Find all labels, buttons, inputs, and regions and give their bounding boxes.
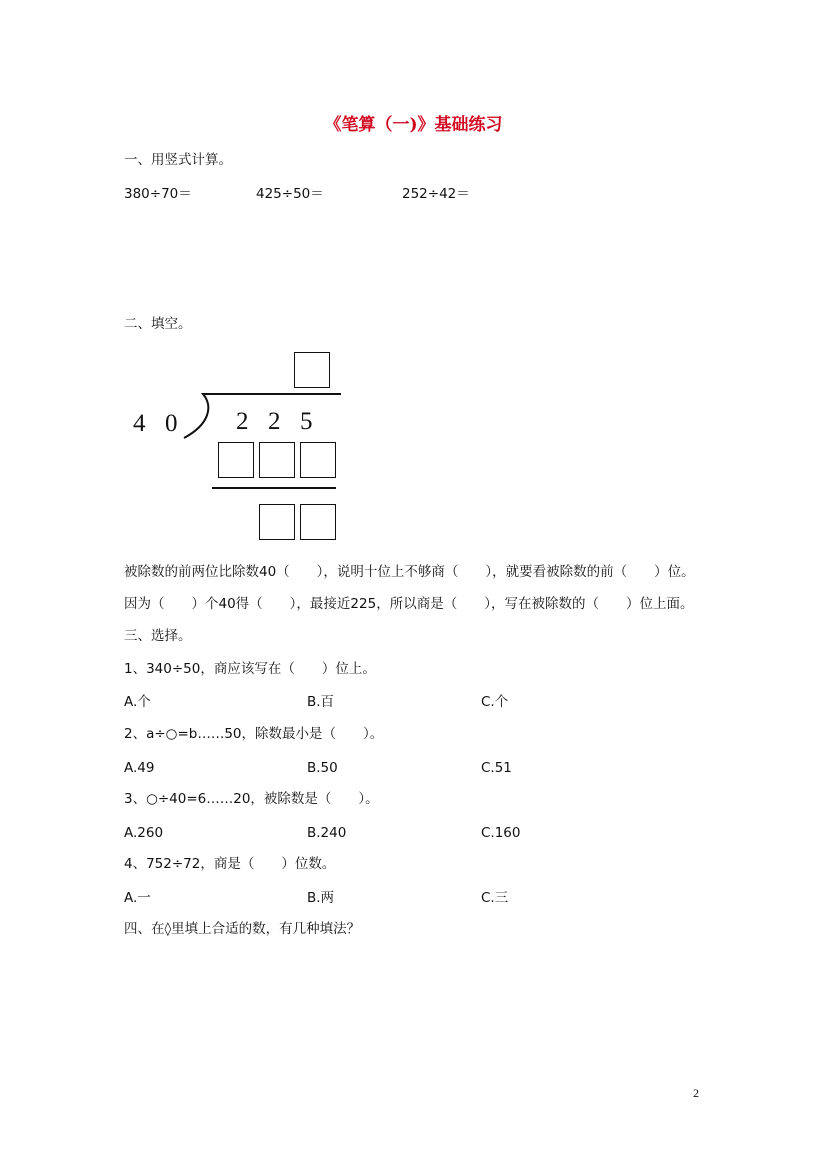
section1-heading: 一、用竖式计算。 (124, 152, 232, 168)
option-c[interactable]: C.三 (481, 890, 509, 906)
option-b[interactable]: B.50 (307, 760, 338, 776)
dividend-digit: 2 (236, 408, 249, 435)
question-stem: 2、a÷○=b……50，除数最小是（ ）。 (124, 726, 384, 742)
remainder-box[interactable] (300, 504, 336, 540)
divisor-digit: 0 (165, 410, 178, 437)
option-b[interactable]: B.百 (307, 694, 335, 710)
fill-line-2: 因为（ ）个40得（ ），最接近225，所以商是（ ），写在被除数的（ ）位上面。 (124, 596, 694, 612)
option-a[interactable]: A.个 (124, 694, 151, 710)
question-stem: 4、752÷72，商是（ ）位数。 (124, 856, 336, 872)
product-box[interactable] (218, 442, 254, 478)
remainder-box[interactable] (259, 504, 295, 540)
option-b[interactable]: B.240 (307, 825, 347, 841)
section3-heading: 三、选择。 (124, 628, 192, 644)
dividend-digit: 5 (300, 408, 313, 435)
dividend-digit: 2 (268, 408, 281, 435)
question-stem: 3、○÷40=6……20，被除数是（ ）。 (124, 791, 379, 807)
product-box[interactable] (259, 442, 295, 478)
subtraction-line (212, 487, 336, 489)
option-c[interactable]: C.160 (481, 825, 521, 841)
problem-3: 252÷42＝ (402, 186, 470, 202)
problem-1: 380÷70＝ (124, 186, 192, 202)
option-c[interactable]: C.个 (481, 694, 509, 710)
option-a[interactable]: A.一 (124, 890, 151, 906)
section2-heading: 二、填空。 (124, 316, 192, 332)
division-bracket (170, 390, 350, 442)
page-number: 2 (693, 1086, 699, 1100)
quotient-box[interactable] (294, 352, 330, 388)
problem-2: 425÷50＝ (256, 186, 324, 202)
option-a[interactable]: A.49 (124, 760, 155, 776)
option-a[interactable]: A.260 (124, 825, 164, 841)
question-stem: 1、340÷50，商应该写在（ ）位上。 (124, 661, 376, 677)
page-title: 《笔算（一)》基础练习 (324, 115, 503, 135)
option-b[interactable]: B.两 (307, 890, 335, 906)
option-c[interactable]: C.51 (481, 760, 512, 776)
section4-heading: 四、在◊里填上合适的数，有几种填法？ (124, 921, 361, 937)
divisor-digit: 4 (133, 410, 146, 437)
fill-line-1: 被除数的前两位比除数40（ ），说明十位上不够商（ ），就要看被除数的前（ ）位。 (124, 564, 695, 580)
product-box[interactable] (300, 442, 336, 478)
